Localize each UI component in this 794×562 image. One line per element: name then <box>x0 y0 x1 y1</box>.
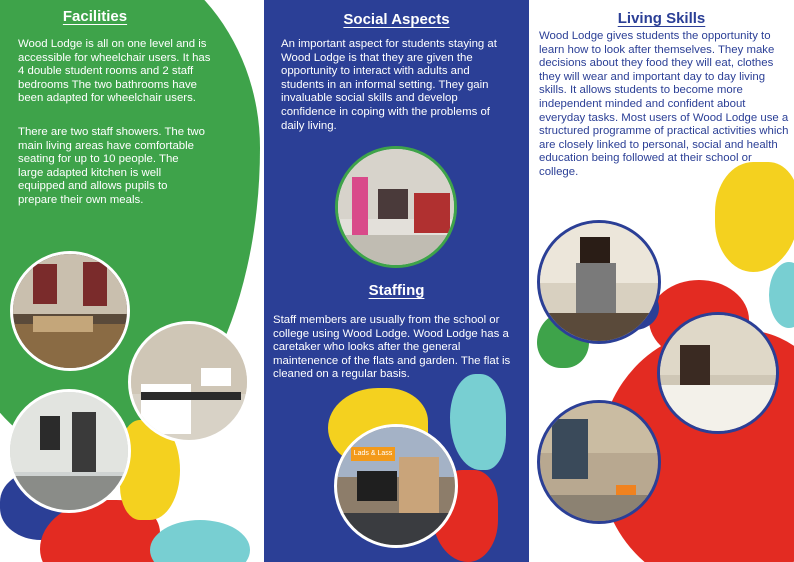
staffing-paragraph: Staff members are usually from the school or college using Wood Lodge. Wood Lodge has a caretaker who looks after the general maintenence of the flats and garden. The flat is cleaned on a regular basis. <box>273 314 511 381</box>
staffing-heading: Staffing <box>368 282 425 299</box>
teal-blob <box>450 374 506 470</box>
shower-photo <box>7 389 131 513</box>
facilities-paragraph-2: There are two staff showers. The two main living areas have comfortable seating for up to 10 people. The large adapted kitchen is well equipped and allows pupils to prepare their own meals. <box>18 126 205 206</box>
social-paragraph: An important aspect for students staying at Wood Lodge is that they are given the opportunity to interact with adults and students in an informal setting. They gain invaluable social skills and develop confidence in coping with the problems of daily living. <box>281 38 497 132</box>
cooking-photo <box>537 220 661 344</box>
social-photo <box>335 146 457 268</box>
teal-blob <box>150 520 250 562</box>
living-skills-panel <box>529 0 794 562</box>
kitchen-photo <box>537 400 661 524</box>
bathroom-photo <box>128 321 250 443</box>
living-skills-heading: Living Skills <box>617 10 706 27</box>
social-heading: Social Aspects <box>343 11 450 28</box>
living-skills-paragraph: Wood Lodge gives students the opportunity to learn how to look after themselves. They make decisions about they food they will eat, clothes they will wear and important day to day living skills. It allows students to become more independent minded and confident about everyday tasks. Most users of Wood Lodge use a structured programme of practical activities which are closely linked to personal, social and health education being followed at their school or college. <box>539 30 789 178</box>
facilities-paragraph-1: Wood Lodge is all on one level and is accessible for wheelchair users. It has 4 double student rooms and 2 staff bedrooms The two bathrooms have been adapted for wheelchair users. <box>18 38 211 105</box>
facilities-panel <box>0 0 264 562</box>
social-staffing-panel <box>264 0 529 562</box>
photo-sign: Lads & Lass <box>351 447 395 461</box>
facilities-heading: Facilities <box>62 8 128 25</box>
living-room-photo <box>10 251 130 371</box>
bedmaking-photo <box>657 312 779 434</box>
staffing-photo <box>334 424 458 548</box>
